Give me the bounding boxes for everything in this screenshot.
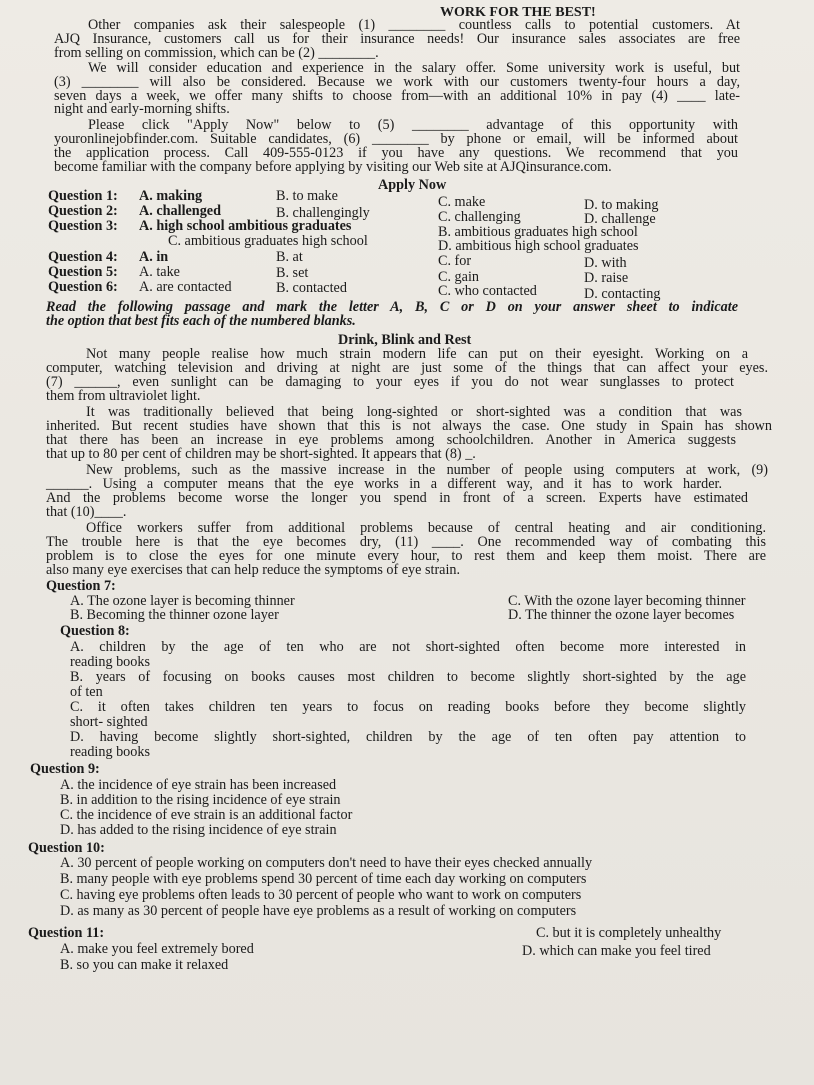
apply-now-label: Apply Now <box>378 177 447 193</box>
option-a[interactable]: A. The ozone layer is becoming thinner <box>70 593 295 609</box>
option-d[interactable]: D. which can make you feel tired <box>522 943 711 959</box>
question-label: Question 5: <box>48 264 118 280</box>
passage2-line: ______. Using a computer means that the eye works in a different way, and it has to work harder. <box>46 476 722 492</box>
option-b[interactable]: B. set <box>276 265 309 281</box>
option-b[interactable]: B. years of focusing on books causes most children to become slightly short-sighted by the age <box>70 669 746 685</box>
option-b[interactable]: B. so you can make it relaxed <box>60 957 229 973</box>
option-d-cont: reading books <box>70 744 150 760</box>
option-d[interactable]: D. challenge <box>584 211 656 227</box>
option-d[interactable]: D. having become slightly short-sighted, children by the age of ten often pay attention to <box>70 729 746 745</box>
instruction-line: Read the following passage and mark the letter A, B, C or D on your answer sheet to indicate <box>46 299 738 315</box>
option-b[interactable]: B. Becoming the thinner ozone layer <box>70 607 279 623</box>
question-label: Question 11: <box>28 925 105 941</box>
option-d[interactable]: D. The thinner the ozone layer becomes <box>508 607 735 623</box>
question-label: Question 7: <box>46 578 116 594</box>
option-a-cont: reading books <box>70 654 150 670</box>
question-label: Question 1: <box>48 188 118 204</box>
question-label: Question 10: <box>28 840 105 856</box>
passage2-line: It was traditionally believed that being long-sighted or short-sighted was a condition that was <box>86 404 742 420</box>
option-b-cont: of ten <box>70 684 103 700</box>
option-c[interactable]: C. it often takes children ten years to focus on reading books before they become slightly <box>70 699 746 715</box>
option-a[interactable]: A. children by the age of ten who are not short-sighted often become more interested in <box>70 639 746 655</box>
option-a[interactable]: A. the incidence of eye strain has been increased <box>60 777 337 793</box>
passage2-line: Not many people realise how much strain modern life can put on their eyesight. Working on a <box>86 346 748 362</box>
question-label: Question 9: <box>30 761 100 777</box>
passage1-line: AJQ Insurance, customers call us for their insurance needs! Our insurance sales associates are free <box>54 31 740 47</box>
option-c[interactable]: C. having eye problems often leads to 30 percent of people who want to work on computers <box>60 887 582 903</box>
question-label: Question 8: <box>60 623 130 639</box>
passage1-line: the application process. Call 409-555-0123 if you have any questions. We recommend that you <box>54 145 738 161</box>
option-b[interactable]: B. challengingly <box>276 205 370 221</box>
passage2-line: computer, watching television and driving at night are just some of the things that can affect your eyes. <box>46 360 768 376</box>
passage1-line: from selling on commission, which can be (2) ________. <box>54 45 379 61</box>
passage1-line: (3) ________ will also be considered. Because we work with our customers twenty-four hours a day, <box>54 74 740 90</box>
passage2-line: (7) ______, even sunlight can be damaging to your eyes if you do not wear sunglasses to protect <box>46 374 734 390</box>
option-d[interactable]: D. raise <box>584 270 629 286</box>
option-c[interactable]: C. With the ozone layer becoming thinner <box>508 593 746 609</box>
option-d[interactable]: D. with <box>584 255 627 271</box>
option-c[interactable]: C. who contacted <box>438 283 537 299</box>
question-label: Question 3: <box>48 218 118 234</box>
passage2-line: also many eye exercises that can help reduce the symptoms of eye strain. <box>46 562 461 578</box>
option-d[interactable]: D. contacting <box>584 286 661 302</box>
option-d[interactable]: D. has added to the rising incidence of eye strain <box>60 822 337 838</box>
option-b[interactable]: B. in addition to the rising incidence of eye strain <box>60 792 341 808</box>
instruction-line: the option that best fits each of the numbered blanks. <box>46 313 356 329</box>
option-c[interactable]: C. ambitious graduates high school <box>168 233 368 249</box>
option-c[interactable]: C. make <box>438 194 486 210</box>
option-c-cont: short- sighted <box>70 714 148 730</box>
passage1-line: We will consider education and experience in the salary offer. Some university work is useful, but <box>88 60 740 76</box>
option-a[interactable]: A. challenged <box>139 203 221 219</box>
passage1-line: youronlinejobfinder.com. Suitable candidates, (6) ________ by phone or email, will be informed about <box>54 131 738 147</box>
option-b[interactable]: B. at <box>276 249 303 265</box>
option-c[interactable]: C. the incidence of eve strain is an additional factor <box>60 807 353 823</box>
option-a[interactable]: A. make you feel extremely bored <box>60 941 254 957</box>
passage2-line: The trouble here is that the eye becomes dry, (11) ____. One recommended way of combating this <box>46 534 766 550</box>
passage1-line: Please click "Apply Now" below to (5) ________ advantage of this opportunity with <box>88 117 738 133</box>
passage2-line: Office workers suffer from additional problems because of central heating and air conditioning. <box>86 520 766 536</box>
option-a[interactable]: A. 30 percent of people working on computers don't need to have their eyes checked annually <box>60 855 593 871</box>
option-b[interactable]: B. to make <box>276 188 338 204</box>
option-d[interactable]: D. ambitious high school graduates <box>438 238 639 254</box>
option-a[interactable]: A. are contacted <box>139 279 232 295</box>
option-b[interactable]: B. ambitious graduates high school <box>438 224 638 240</box>
question-label: Question 2: <box>48 203 118 219</box>
option-c[interactable]: C. gain <box>438 269 479 285</box>
option-c[interactable]: C. challenging <box>438 209 521 225</box>
passage2-line: that there has been an increase in eye problems among schoolchildren. Another in America suggests <box>46 432 736 448</box>
option-b[interactable]: B. contacted <box>276 280 347 296</box>
option-a[interactable]: A. in <box>139 249 169 265</box>
passage1-line: Other companies ask their salespeople (1) ________ countless calls to potential customers. At <box>88 17 740 33</box>
question-label: Question 4: <box>48 249 118 265</box>
option-c[interactable]: C. for <box>438 253 472 269</box>
passage2-title: Drink, Blink and Rest <box>338 332 472 348</box>
option-d[interactable]: D. as many as 30 percent of people have eye problems as a result of working on computers <box>60 903 577 919</box>
passage1-line: seven days a week, we offer many shifts to choose from—with an additional 10% in pay (4) ____ late- <box>54 88 740 104</box>
passage1-line: night and early-morning shifts. <box>54 101 230 117</box>
option-c[interactable]: C. but it is completely unhealthy <box>536 925 722 941</box>
passage2-line: them from ultraviolet light. <box>46 388 201 404</box>
passage2-line: And the problems become worse the longer you spend in front of a screen. Experts have estimated <box>46 490 748 506</box>
option-a[interactable]: A. high school ambitious graduates <box>139 218 352 234</box>
question-label: Question 6: <box>48 279 118 295</box>
option-d[interactable]: D. to making <box>584 197 659 213</box>
option-a[interactable]: A. making <box>139 188 203 204</box>
passage1-title: WORK FOR THE BEST! <box>440 5 596 20</box>
passage2-line: New problems, such as the massive increase in the number of people using computers at work, (9) <box>86 462 768 478</box>
passage1-line: become familiar with the company before applying by visiting our Web site at AJQinsurance.com. <box>54 159 612 175</box>
passage2-line: problem is to close the eyes for one minute every hour, to rest them and keep them moist. There are <box>46 548 766 564</box>
passage2-line: that up to 80 per cent of children may be short-sighted. It appears that (8) _. <box>46 446 476 462</box>
option-a[interactable]: A. take <box>139 264 180 280</box>
passage2-line: that (10)____. <box>46 504 127 520</box>
passage2-line: inherited. But recent studies have shown that this is not always the case. One study in Spain has shown <box>46 418 772 434</box>
option-b[interactable]: B. many people with eye problems spend 30 percent of time each day working on computers <box>60 871 587 887</box>
